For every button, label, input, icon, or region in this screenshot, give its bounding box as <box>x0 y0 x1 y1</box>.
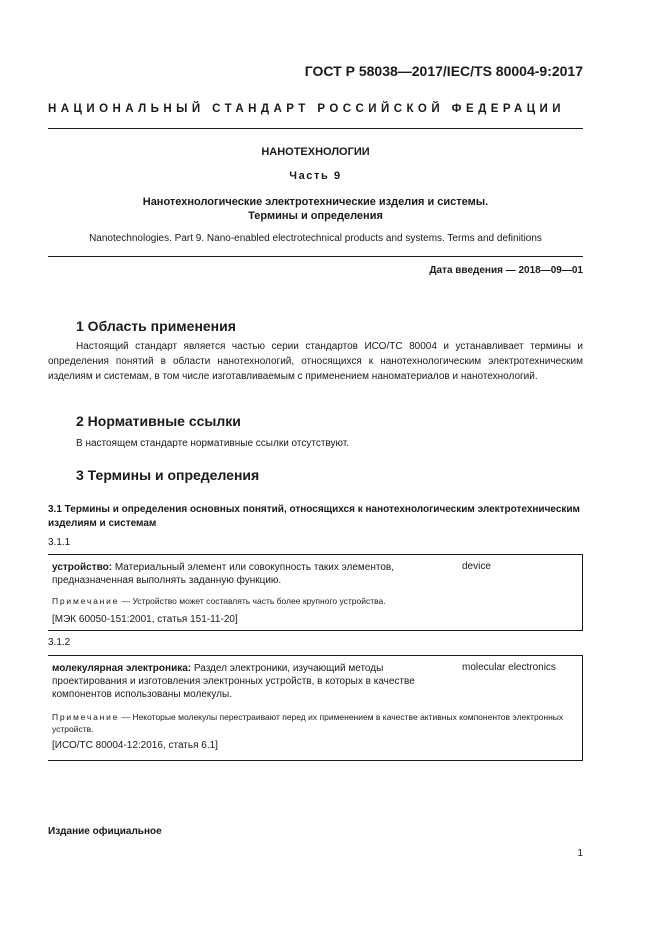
header-divider <box>48 128 583 129</box>
official-edition-label: Издание официальное <box>48 826 162 837</box>
term-english-equivalent: device <box>462 561 491 572</box>
term-note <box>52 711 578 735</box>
document-code: ГОСТ Р 58038—2017/IEC/TS 80004-9:2017 <box>304 63 583 79</box>
section-3-1-heading: 3.1 Термины и определения основных понятий, относящихся к нанотехнологическим электротехническим изделиям и системам <box>48 504 580 529</box>
section-2-heading: 2 Нормативные ссылки <box>76 413 241 429</box>
introduction-date: Дата введения — 2018—09—01 <box>429 265 583 276</box>
subtitle-line-2: Термины и определения <box>248 209 383 222</box>
term-source: [МЭК 60050-151:2001, статья 151-11-20] <box>52 614 238 625</box>
section-1-text: Настоящий стандарт является частью серии стандартов ИСО/ТС 80004 и устанавливает термины и определения понятий в области нанотехнологий, относящихся к нанотехнологическим электротехническим изделиям и системам, в том числе изготавливаемым с применением наноматериалов и нанотехнологий. <box>48 341 583 382</box>
term-source: [ИСО/ТС 80004-12:2016, статья 6.1] <box>52 740 218 751</box>
term-name: устройство: <box>52 562 113 573</box>
english-title: Nanotechnologies. Part 9. Nano-enabled electrotechnical products and systems. Terms and definitions <box>89 233 542 244</box>
note-text: — Некоторые молекулы перестраивают перед их применением в качестве активных компонентов электронных устройств. <box>52 712 564 734</box>
section-2-text: В настоящем стандарте нормативные ссылки отсутствуют. <box>76 438 350 449</box>
term-definition-text: Материальный элемент или совокупность таких элементов, предназначенная выполнять заданную функцию. <box>52 562 394 586</box>
term-entry-device <box>48 554 583 631</box>
document-part: Часть 9 <box>289 170 342 182</box>
term-number: 3.1.1 <box>48 537 71 548</box>
note-label: Примечание <box>52 596 120 606</box>
term-number: 3.1.2 <box>48 637 71 648</box>
term-entry-molecular-electronics <box>48 655 583 761</box>
term-definition-text: Раздел электроники, изучающий методы проектирования и изготовления электронных устройств, в которых в качестве компонентов использованы молекулы. <box>52 663 415 700</box>
note-label: Примечание <box>52 712 120 722</box>
section-3-heading: 3 Термины и определения <box>76 467 260 483</box>
document-title: НАНОТЕХНОЛОГИИ <box>261 146 370 158</box>
subtitle-line-1: Нанотехнологические электротехнические изделия и системы. <box>142 196 489 208</box>
section-1-heading: 1 Область применения <box>76 318 236 334</box>
term-name: молекулярная электроника: <box>52 663 192 674</box>
term-definition <box>52 561 432 587</box>
note-text: — Устройство может составлять часть более крупного устройства. <box>121 596 386 606</box>
term-note <box>52 595 578 607</box>
title-divider <box>48 256 583 257</box>
term-english-equivalent: molecular electronics <box>462 662 556 673</box>
term-definition <box>52 662 432 701</box>
document-subtitle <box>48 196 583 223</box>
national-standard-heading: НАЦИОНАЛЬНЫЙ СТАНДАРТ РОССИЙСКОЙ ФЕДЕРАЦИИ <box>48 103 565 115</box>
page-number: 1 <box>577 848 583 859</box>
